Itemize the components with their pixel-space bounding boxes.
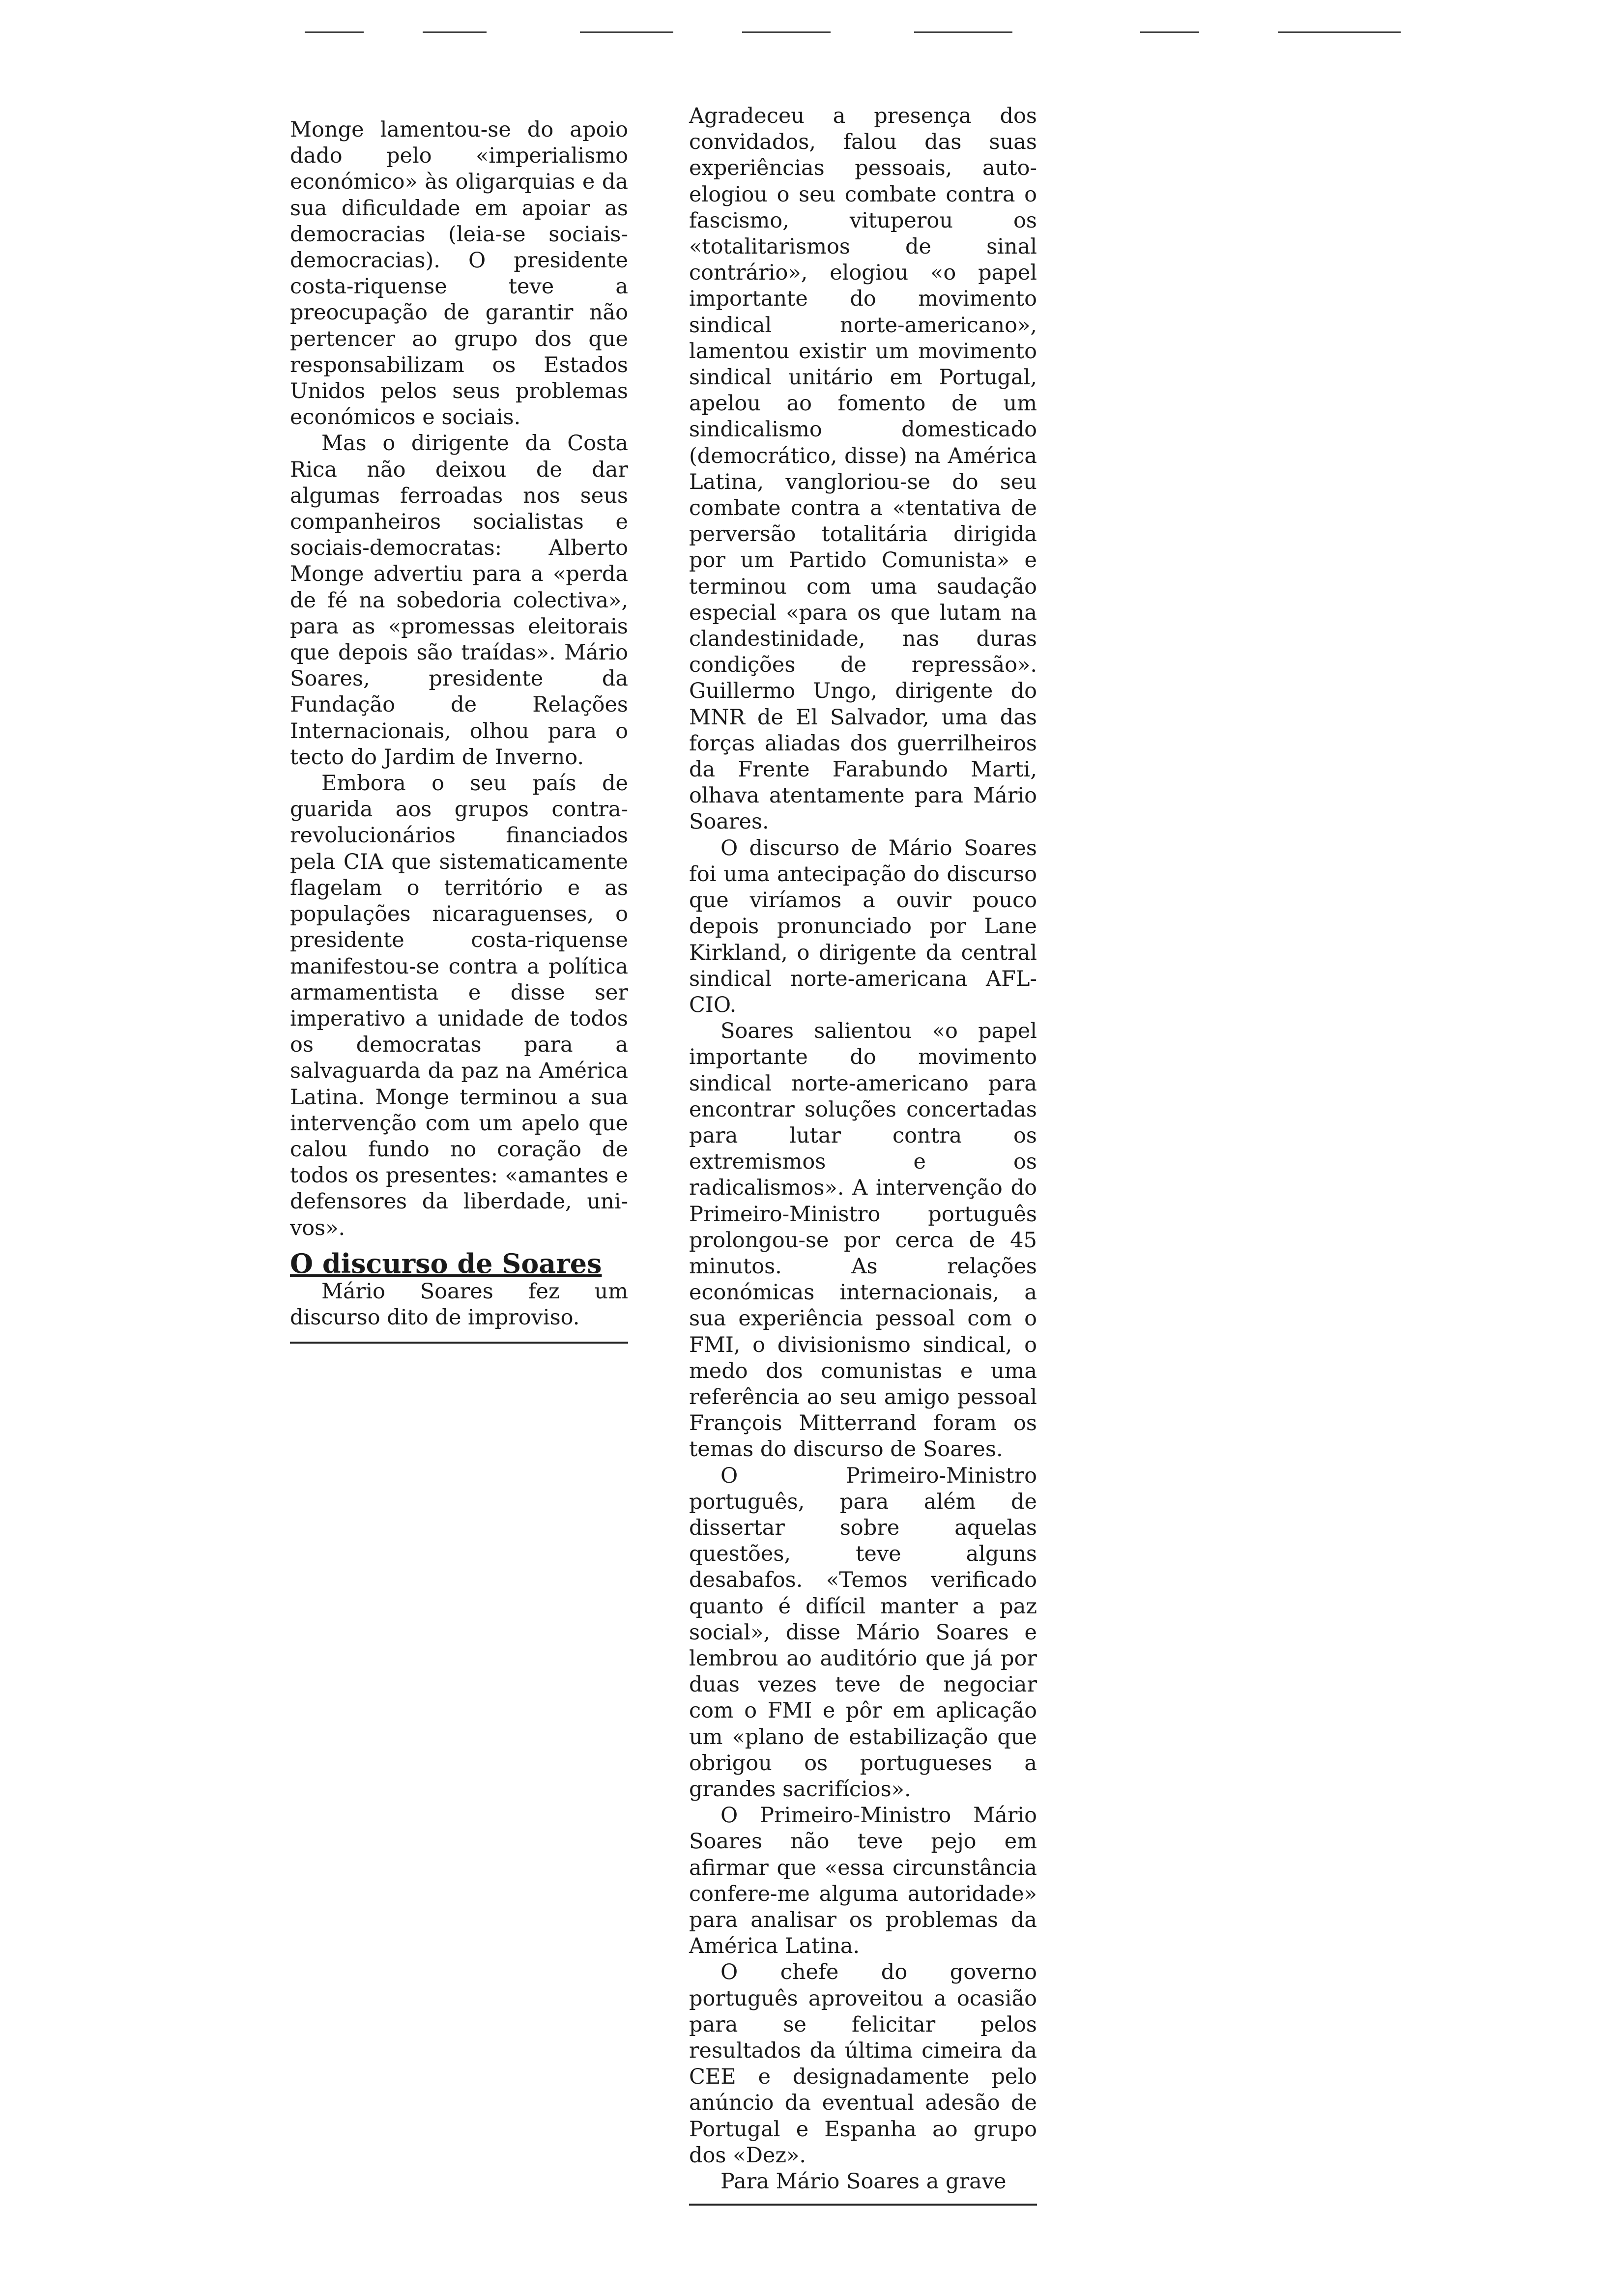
article-paragraph: Monge lamentou-se do apoio dado pelo «imperialismo económico» às oligarquias e da sua dificuldade em apoiar as democracias (leia-se sociais-democracias). O presidente costa-riquense teve a preocupação de garantir não pertencer ao grupo dos que responsabilizam os Estados Unidos pelos seus problemas económicos e sociais.	[290, 117, 628, 430]
section-subheading: O discurso de Soares	[290, 1247, 602, 1279]
top-rule	[1140, 31, 1199, 33]
article-paragraph: Agradeceu a presença dos convidados, falou das suas experiências pessoais, auto-elogiou o seu combate contra o fascismo, vituperou os «totalitarismos de sinal contrário», elogiou «o papel importante do movimento sindical norte-americano», lamentou existir um movimento sindical unitário em Portugal, apelou ao fomento de um sindicalismo domesticado (democrático, disse) na América Latina, vangloriou-se do seu combate contra a «tentativa de perversão totalitária dirigida por um Partido Comunista» e terminou com uma saudação especial «para os que lutam na clandestinidade, nas duras condições de repressão». Guillermo Ungo, dirigente do MNR de El Salvador, uma das forças aliadas dos guerrilheiros da Frente Farabundo Marti, olhava atentamente para Mário Soares.	[689, 104, 1037, 834]
top-rule	[1278, 31, 1401, 33]
article-paragraph: Para Mário Soares a grave	[720, 2169, 1007, 2194]
top-rule	[914, 31, 1012, 33]
article-paragraph: Mas o dirigente da Costa Rica não deixou de dar algumas ferroadas nos seus companheiros socialistas e sociais-democratas: Alberto Monge advertiu para a «perda de fé na sobedoria colectiva», para as «promessas eleitorais que depois são traídas». Mário Soares, presidente da Fundação de Relações Internacionais, olhou para o tecto do Jardim de Inverno.	[290, 431, 628, 770]
article-column-left	[290, 117, 628, 1344]
top-rule	[423, 31, 487, 33]
article-paragraph: Mário Soares fez um discurso dito de improviso.	[290, 1279, 628, 1330]
article-paragraph: Embora o seu país de guarida aos grupos contra-revolucionários financiados pela CIA que sistematicamente flagelam o território e as populações nicaraguenses, o presidente costa-riquense manifestou-se contra a política armamentista e disse ser imperativo a unidade de todos os democratas para a salvaguarda da paz na América Latina. Monge terminou a sua intervenção com um apelo que calou fundo no coração de todos os presentes: «amantes e defensores da liberdade, uni-vos».	[290, 771, 628, 1240]
article-paragraph: O Primeiro-Ministro português, para além de dissertar sobre aquelas questões, teve alguns desabafos. «Temos verificado quanto é difícil manter a paz social», disse Mário Soares e lembrou ao auditório que já por duas vezes teve de negociar com o FMI e pôr em aplicação um «plano de estabilização que obrigou os portugueses a grandes sacrifícios».	[689, 1463, 1037, 1802]
article-paragraph: O Primeiro-Ministro Mário Soares não teve pejo em afirmar que «essa circunstância confere-me alguma autoridade» para analisar os problemas da América Latina.	[689, 1803, 1037, 1959]
article-paragraph: O discurso de Mário Soares foi uma antecipação do discurso que viríamos a ouvir pouco depois pronunciado por Lane Kirkland, o dirigente da central sindical norte-americana AFL-CIO.	[689, 835, 1037, 1017]
top-rule	[742, 31, 831, 33]
article-paragraph: O chefe do governo português aproveitou a ocasião para se felicitar pelos resultados da última cimeira da CEE e designadamente pelo anúncio da eventual adesão de Portugal e Espanha ao grupo dos «Dez».	[689, 1960, 1037, 2168]
top-rule	[580, 31, 673, 33]
article-paragraph: Soares salientou «o papel importante do movimento sindical norte-americano para encontrar soluções concertadas para lutar contra os extremismos e os radicalismos». A intervenção do Primeiro-Ministro português prolongou-se por cerca de 45 minutos. As relações económicas internacionais, a sua experiência pessoal com o FMI, o divisionismo sindical, o medo dos comunistas e uma referência ao seu amigo pessoal François Mitterrand foram os temas do discurso de Soares.	[689, 1019, 1037, 1462]
top-rule	[305, 31, 364, 33]
article-column-right	[689, 103, 1037, 2206]
